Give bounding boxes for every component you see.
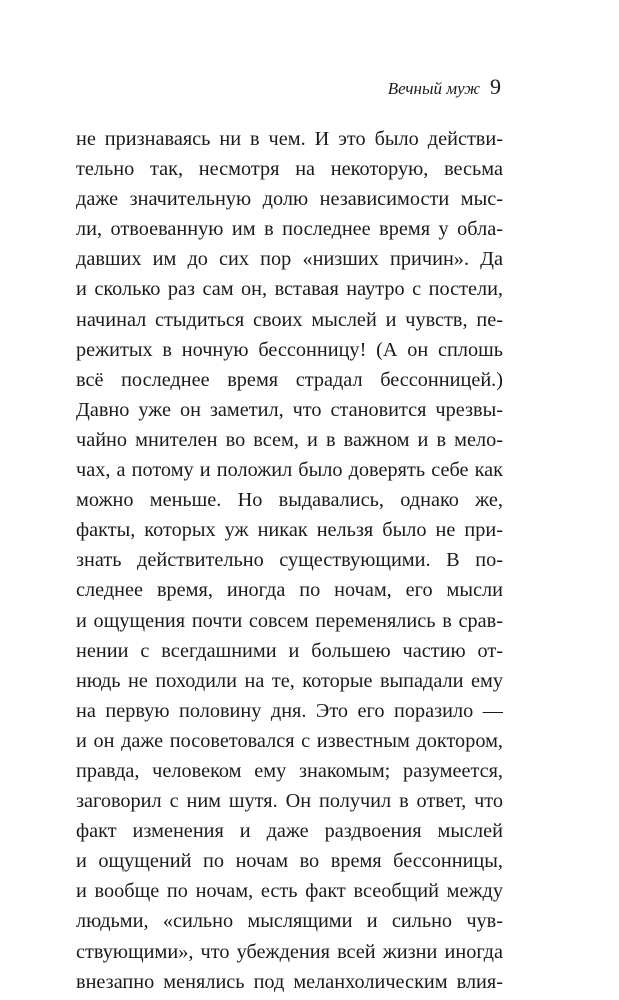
text-line: нении с всегдашними и большею частию от- bbox=[76, 639, 503, 662]
text-line: на первую половину дня. Это его поразило — bbox=[76, 699, 503, 722]
body-text bbox=[76, 124, 503, 997]
text-line: факты, которых уж никак нельзя было не при- bbox=[76, 519, 503, 542]
text-line: всё последнее время страдал бессонницей.) bbox=[76, 368, 503, 391]
text-line: чах, а потому и положил было доверять себе как bbox=[76, 459, 503, 482]
text-line: чайно мнителен во всем, и в важном и в мело- bbox=[76, 428, 503, 451]
text-line: ли, отвоеванную им в последнее время у обла- bbox=[76, 218, 503, 241]
text-line: людьми, «сильно мыслящими и сильно чув- bbox=[76, 910, 503, 933]
text-line: не признаваясь ни в чем. И это было действи- bbox=[76, 128, 503, 150]
text-line: можно меньше. Но выдавались, однако же, bbox=[76, 489, 503, 512]
text-line: давших им до сих пор «низших причин». Да bbox=[76, 248, 503, 271]
page-number: 9 bbox=[490, 74, 501, 99]
text-line: и сколько раз сам он, вставая наутро с постели, bbox=[76, 278, 503, 301]
text-line: нюдь не походили на те, которые выпадали ему bbox=[76, 669, 503, 692]
text-line: Давно уже он заметил, что становится чрезвы- bbox=[76, 398, 503, 421]
text-line: режитых в ночную бессонницу! (А он сплошь bbox=[76, 338, 503, 361]
text-line: правда, человеком ему знакомым; разумеется, bbox=[76, 759, 503, 782]
text-line: внезапно менялись под меланхолическим влия- bbox=[76, 970, 503, 993]
text-line: и он даже посоветовался с известным доктором, bbox=[76, 729, 503, 752]
text-line: следнее время, иногда по ночам, его мысли bbox=[76, 579, 503, 602]
text-line: ствующими», что убеждения всей жизни иногда bbox=[76, 940, 503, 963]
text-line: факт изменения и даже раздвоения мыслей bbox=[76, 820, 503, 843]
running-head bbox=[388, 74, 501, 100]
text-line: и вообще по ночам, есть факт всеобщий между bbox=[76, 880, 503, 903]
text-line: даже значительную долю независимости мыс- bbox=[76, 188, 503, 211]
running-title: Вечный муж bbox=[387, 79, 480, 98]
text-line: и ощущений по ночам во время бессонницы, bbox=[76, 850, 503, 873]
text-line: знать действительно существующими. В по- bbox=[76, 549, 503, 572]
text-line: тельно так, несмотря на некоторую, весьма bbox=[76, 158, 503, 181]
text-line: заговорил с ним шутя. Он получил в ответ, что bbox=[76, 790, 503, 813]
text-line: и ощущения почти совсем переменялись в срав- bbox=[76, 609, 503, 632]
text-line: начинал стыдиться своих мыслей и чувств, пе- bbox=[76, 308, 503, 331]
